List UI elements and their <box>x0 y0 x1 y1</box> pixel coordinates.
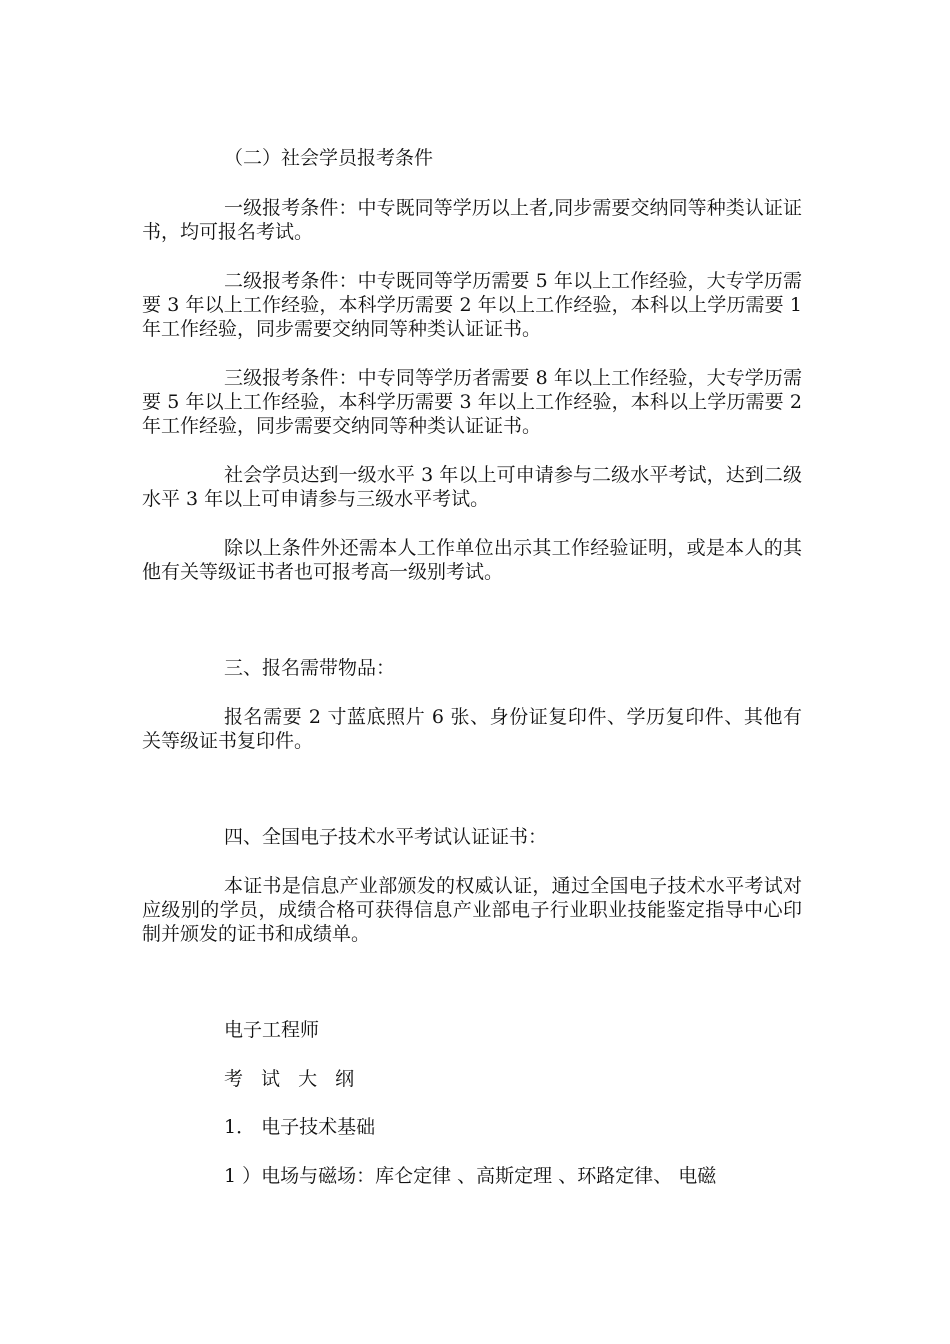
title-electronic-engineer: 电子工程师 <box>224 1019 320 1041</box>
registration-items-paragraph: 报名需要 2 寸蓝底照片 6 张、身份证复印件、学历复印件、其他有关等级证书复印件。 <box>142 706 802 752</box>
certificate-paragraph: 本证书是信息产业部颁发的权威认证，通过全国电子技术水平考试对应级别的学员，成绩合格可获得信息产业部电子行业职业技能鉴定指导中心印制并颁发的证书和成绩单。 <box>142 875 802 945</box>
additional-conditions-paragraph: 除以上条件外还需本人工作单位出示其工作经验证明，或是本人的其他有关等级证书者也可报考高一级别考试。 <box>142 537 802 583</box>
level-two-conditions: 二级报考条件：中专既同等学历需要 5 年以上工作经验，大专学历需要 3 年以上工作经验，本科学历需要 2 年以上工作经验，本科以上学历需要 1 年工作经验，同步需要交纳同等种类认证证书。 <box>142 270 802 340</box>
level-three-conditions: 三级报考条件：中专同等学历者需要 8 年以上工作经验，大专学历需要 5 年以上工作经验，本科学历需要 3 年以上工作经验，本科以上学历需要 2 年工作经验，同步需要交纳同等种类认证证书。 <box>142 367 802 437</box>
section-heading-registration-items: 三、报名需带物品： <box>224 657 396 679</box>
title-exam-outline: 考 试 大 纲 <box>224 1068 361 1090</box>
level-one-conditions: 一级报考条件：中专既同等学历以上者,同步需要交纳同等种类认证证书，均可报名考试。 <box>142 197 802 243</box>
outline-subitem-1: 1 ）电场与磁场：库仑定律 、高斯定理 、环路定律、 电磁 <box>224 1165 717 1187</box>
level-progression-paragraph: 社会学员达到一级水平 3 年以上可申请参与二级水平考试，达到二级水平 3 年以上可申请参与三级水平考试。 <box>142 464 802 510</box>
section-heading-social-students: （二）社会学员报考条件 <box>224 147 434 169</box>
section-heading-certificate: 四、全国电子技术水平考试认证证书： <box>224 826 548 848</box>
outline-item-1: 1． 电子技术基础 <box>224 1116 376 1138</box>
